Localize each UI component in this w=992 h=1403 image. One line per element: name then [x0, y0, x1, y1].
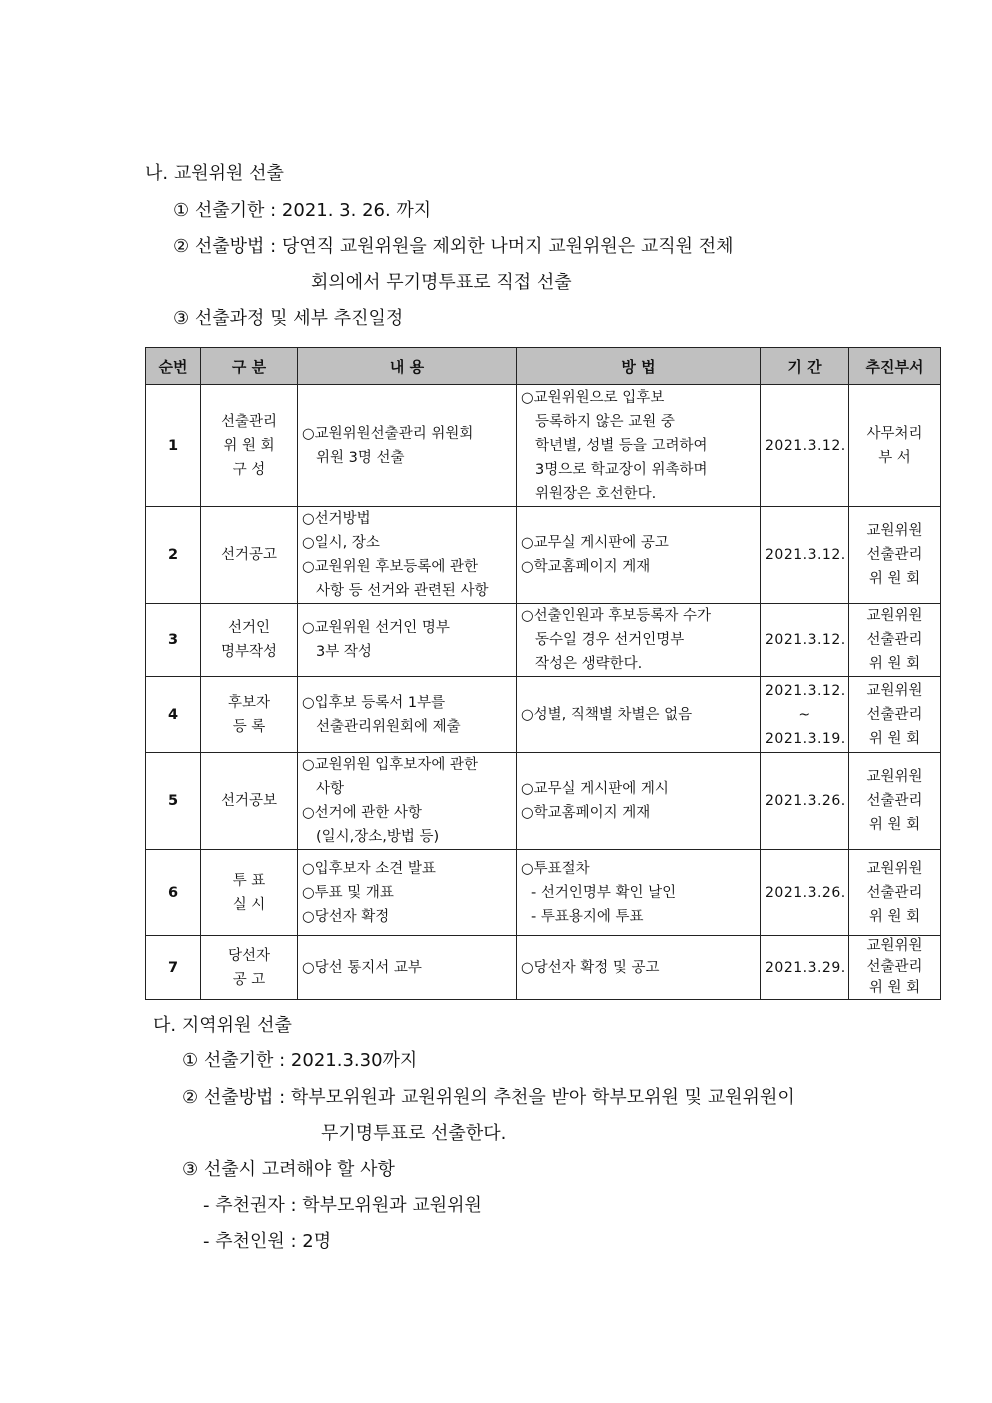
row-content: ○교원위원 입후보자에 관한 사항 ○선거에 관한 사항 (일시,장소,방법 등): [298, 753, 517, 850]
section-na-process: ③ 선출과정 및 세부 추진일정: [173, 308, 404, 329]
section-na-method-line1: ② 선출방법 : 당연직 교원위원을 제외한 나머지 교원위원은 교직원 전체: [173, 236, 734, 257]
row-method: ○성별, 직책별 차별은 없음: [517, 677, 761, 753]
section-na-method-line2: 회의에서 무기명투표로 직접 선출: [311, 272, 572, 293]
row-period: 2021.3.26.: [761, 753, 849, 850]
row-content: ○선거방법 ○일시, 장소 ○교원위원 후보등록에 관한 사항 등 선거와 관련된 사항: [298, 507, 517, 604]
row-content: ○교원위원 선거인 명부 3부 작성: [298, 604, 517, 677]
row-period: 2021.3.29.: [761, 936, 849, 1000]
section-da-deadline: ① 선출기한 : 2021.3.30까지: [182, 1050, 418, 1071]
header-period: 기 간: [761, 348, 849, 385]
row-num: 4: [146, 677, 201, 753]
row-dept: 교원위원 선출관리 위 원 회: [849, 677, 941, 753]
table-row: [146, 604, 941, 677]
section-na-deadline: ① 선출기한 : 2021. 3. 26. 까지: [173, 200, 432, 221]
row-method: ○선출인원과 후보등록자 수가 동수일 경우 선거인명부 작성은 생략한다.: [517, 604, 761, 677]
row-period: 2021.3.12. ~ 2021.3.19.: [761, 677, 849, 753]
section-da-method-line2: 무기명투표로 선출한다.: [321, 1123, 507, 1144]
row-period: 2021.3.12.: [761, 507, 849, 604]
row-dept: 교원위원 선출관리 위 원 회: [849, 850, 941, 936]
row-content: ○입후보자 소견 발표 ○투표 및 개표 ○당선자 확정: [298, 850, 517, 936]
row-dept: 사무처리 부 서: [849, 385, 941, 507]
row-period: 2021.3.26.: [761, 850, 849, 936]
row-method: ○교무실 게시판에 게시 ○학교홈페이지 게재: [517, 753, 761, 850]
row-method: ○교무실 게시판에 공고 ○학교홈페이지 게재: [517, 507, 761, 604]
row-period: 2021.3.12.: [761, 385, 849, 507]
row-method: ○당선자 확정 및 공고: [517, 936, 761, 1000]
row-content: ○당선 통지서 교부: [298, 936, 517, 1000]
row-num: 5: [146, 753, 201, 850]
row-content: ○입후보 등록서 1부를 선출관리위원회에 제출: [298, 677, 517, 753]
header-content: 내 용: [298, 348, 517, 385]
row-category: 선거공고: [201, 507, 298, 604]
row-num: 1: [146, 385, 201, 507]
row-num: 2: [146, 507, 201, 604]
table-header-row: [146, 348, 941, 385]
header-category: 구 분: [201, 348, 298, 385]
row-category: 선거공보: [201, 753, 298, 850]
header-dept: 추진부서: [849, 348, 941, 385]
table-row: [146, 385, 941, 507]
row-dept: 교원위원 선출관리 위 원 회: [849, 604, 941, 677]
section-na-title: 나. 교원위원 선출: [145, 163, 284, 184]
row-num: 3: [146, 604, 201, 677]
row-num: 7: [146, 936, 201, 1000]
row-dept: 교원위원 선출관리 위 원 회: [849, 507, 941, 604]
section-da-recommender: - 추천권자 : 학부모위원과 교원위원: [203, 1195, 482, 1216]
row-method: ○투표절차 - 선거인명부 확인 날인 - 투표용지에 투표: [517, 850, 761, 936]
row-category: 선출관리 위 원 회 구 성: [201, 385, 298, 507]
section-da-considerations: ③ 선출시 고려해야 할 사항: [182, 1159, 395, 1180]
row-dept: 교원위원 선출관리 위 원 회: [849, 753, 941, 850]
header-method: 방 법: [517, 348, 761, 385]
section-da-method-line1: ② 선출방법 : 학부모위원과 교원위원의 추천을 받아 학부모위원 및 교원위원이: [182, 1087, 795, 1108]
section-da-title: 다. 지역위원 선출: [153, 1015, 292, 1036]
table-row: [146, 677, 941, 753]
header-num: 순번: [146, 348, 201, 385]
table-row: [146, 753, 941, 850]
row-dept: 교원위원 선출관리 위 원 회: [849, 936, 941, 1000]
row-category: 선거인 명부작성: [201, 604, 298, 677]
row-num: 6: [146, 850, 201, 936]
row-category: 후보자 등 록: [201, 677, 298, 753]
row-method: ○교원위원으로 입후보 등록하지 않은 교원 중 학년별, 성별 등을 고려하여 3명으로 학교장이 위촉하며 위원장은 호선한다.: [517, 385, 761, 507]
row-period: 2021.3.12.: [761, 604, 849, 677]
section-da-count: - 추천인원 : 2명: [203, 1231, 332, 1252]
row-category: 당선자 공 고: [201, 936, 298, 1000]
schedule-table: [145, 347, 941, 1000]
row-content: ○교원위원선출관리 위원회 위원 3명 선출: [298, 385, 517, 507]
row-category: 투 표 실 시: [201, 850, 298, 936]
table-row: [146, 936, 941, 1000]
table-row: [146, 850, 941, 936]
table-row: [146, 507, 941, 604]
